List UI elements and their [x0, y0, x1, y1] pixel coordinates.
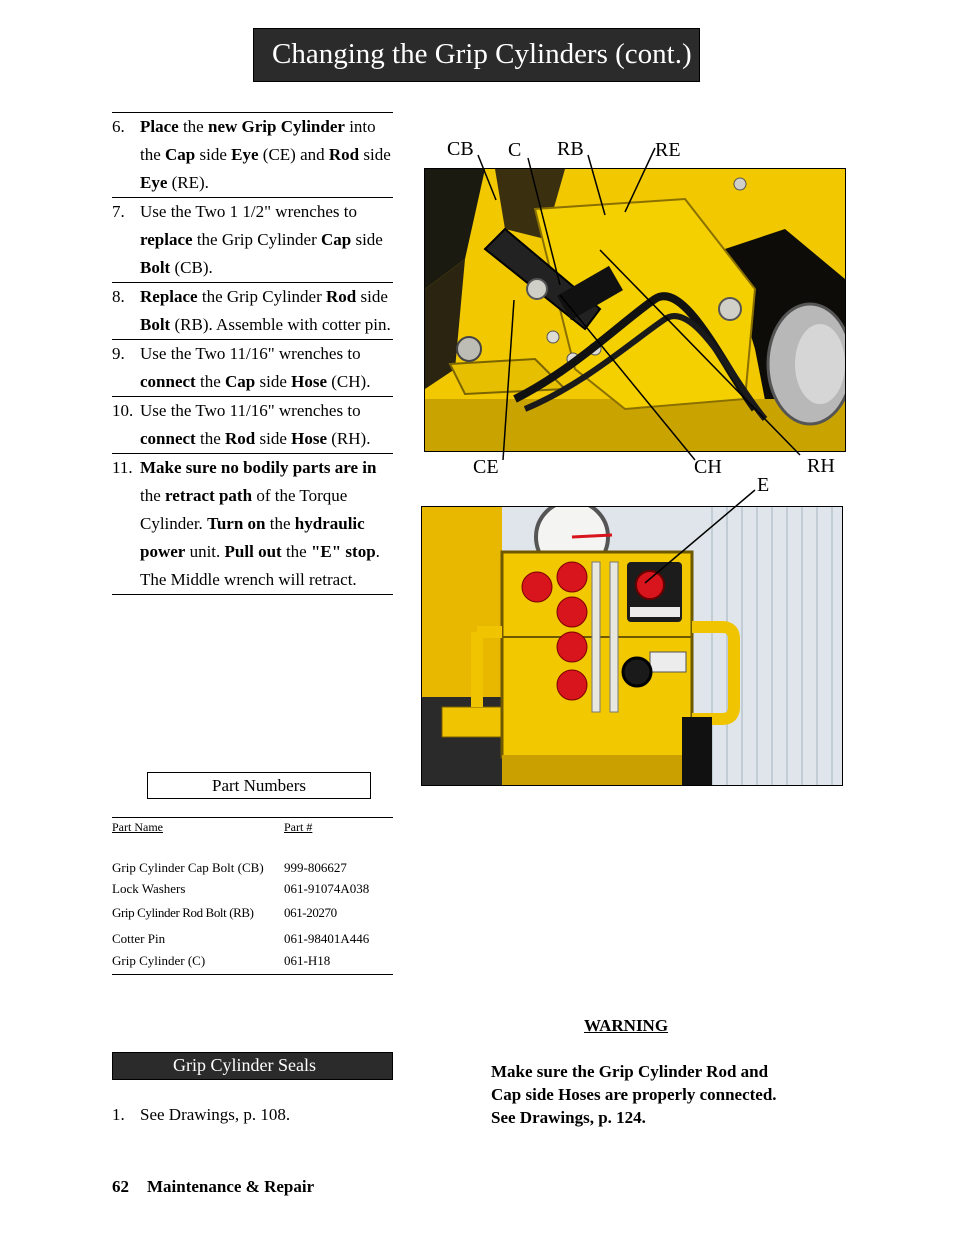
step-text-bold: Eye	[231, 145, 259, 164]
step-text-run: the Grip Cylinder	[197, 287, 327, 306]
part-num: 999-806627	[284, 860, 347, 875]
step-text-bold: Cap	[225, 372, 256, 391]
step-number: 7.	[112, 202, 125, 221]
step-text-run: of the Torque Cylinder.	[140, 486, 348, 533]
step-text-run: (CE) and	[258, 145, 329, 164]
step-text-run: (CH).	[327, 372, 371, 391]
step-text-bold: Cap	[165, 145, 196, 164]
part-name: Grip Cylinder Cap Bolt (CB)	[112, 860, 264, 875]
step-text-run: (CB).	[170, 258, 213, 277]
part-num: 061-20270	[284, 905, 337, 920]
grip-cylinder-photo	[424, 168, 846, 452]
step-text-bold: connect	[140, 429, 196, 448]
step-text-run: . The Middle wrench will retract.	[140, 542, 380, 589]
label-ch: CH	[694, 456, 722, 478]
step-text	[140, 198, 393, 282]
step-text-run: the	[265, 514, 295, 533]
grip-cylinder-illustration	[425, 169, 845, 451]
step-number: 9.	[112, 344, 125, 363]
label-re: RE	[655, 139, 681, 161]
steps-list	[112, 112, 393, 595]
step-number: 10.	[112, 401, 134, 420]
part-num: 061-H18	[284, 953, 331, 968]
step-text	[140, 113, 393, 197]
label-rh: RH	[807, 455, 835, 477]
step-text-run: side	[255, 429, 292, 448]
step-number: 8.	[112, 287, 125, 306]
step-text-bold: Replace	[140, 287, 198, 306]
step-text-run: Use the Two 11/16" wrenches to	[140, 401, 361, 420]
step-item	[112, 198, 393, 283]
step-text-run: side	[195, 145, 232, 164]
label-rb: RB	[557, 138, 584, 160]
step-item	[112, 454, 393, 595]
step-number: 6.	[112, 117, 125, 136]
step-text-run: side	[356, 287, 388, 306]
step-text	[140, 454, 393, 594]
step-text-run: side	[255, 372, 292, 391]
label-ce: CE	[473, 456, 499, 478]
step-text-bold: replace	[140, 230, 193, 249]
step-text-run: the Grip Cylinder	[192, 230, 321, 249]
control-panel-photo	[421, 506, 843, 786]
page-title: Changing the Grip Cylinders (cont.)	[253, 28, 700, 82]
part-name: Cotter Pin	[112, 931, 166, 946]
step-text-bold: Bolt	[140, 315, 171, 334]
control-panel-illustration	[422, 507, 842, 785]
step-text	[140, 283, 393, 339]
col-header-part-name: Part Name	[112, 820, 163, 834]
label-e: E	[757, 474, 770, 496]
step-text-run: the	[195, 429, 225, 448]
step-text-bold: Rod	[225, 429, 256, 448]
step-text-bold: connect	[140, 372, 196, 391]
seals-step	[112, 1105, 290, 1125]
step-text-bold: Rod	[326, 287, 357, 306]
step-text-run: (RB). Assemble with cotter pin.	[170, 315, 391, 334]
warning-title: WARNING	[584, 1016, 669, 1035]
page-number: 62	[112, 1177, 129, 1196]
step-text-bold: Place	[140, 117, 179, 136]
step-text-run: into the	[140, 117, 376, 164]
footer	[112, 1177, 314, 1197]
step-text-run: side	[359, 145, 391, 164]
step-item	[112, 340, 393, 397]
label-cb: CB	[447, 138, 474, 160]
step-number: 11.	[112, 458, 133, 477]
step-text-bold: Hose	[291, 429, 328, 448]
seals-step-text: See Drawings, p. 108.	[140, 1105, 291, 1124]
step-text-run: Use the Two 1 1/2" wrenches to	[140, 202, 357, 221]
col-header-part-num: Part #	[284, 820, 313, 834]
step-text-bold: Pull out	[224, 542, 282, 561]
step-text-bold: Rod	[328, 145, 360, 164]
step-text-bold: Hose	[291, 372, 328, 391]
step-text-bold: Eye	[140, 173, 168, 192]
step-text	[140, 340, 393, 396]
step-text-run: the	[281, 542, 311, 561]
step-text-bold: Cap	[320, 230, 352, 249]
step-text-run: (RH).	[327, 429, 371, 448]
part-num: 061-91074A038	[284, 881, 370, 896]
step-text-bold: hydraulic power	[140, 514, 365, 561]
seals-step-num: 1.	[112, 1105, 125, 1124]
part-name: Grip Cylinder Rod Bolt (RB)	[112, 905, 254, 920]
step-text	[140, 397, 393, 453]
step-text-run: Use the Two 11/16" wrenches to	[140, 344, 361, 363]
part-name: Lock Washers	[112, 881, 186, 896]
footer-section: Maintenance & Repair	[147, 1177, 315, 1196]
step-text-run: (RE).	[167, 173, 209, 192]
part-num: 061-98401A446	[284, 931, 370, 946]
warning-text: Make sure the Grip Cylinder Rod and Cap side Hoses are properly connected. See Drawings, p. 124.	[491, 1062, 777, 1127]
step-text-bold: Turn on	[207, 514, 266, 533]
part-name: Grip Cylinder (C)	[112, 953, 206, 968]
step-item	[112, 397, 393, 454]
step-text-bold: new Grip Cylinder	[207, 117, 345, 136]
step-text-bold: "E" stop	[310, 542, 376, 561]
step-text-run: the	[195, 372, 225, 391]
step-text-run: unit.	[185, 542, 225, 561]
step-text-bold: Bolt	[140, 258, 171, 277]
step-text-run: the	[140, 486, 166, 505]
step-text-bold: Make sure no bodily parts are in	[140, 458, 377, 477]
part-numbers-table	[112, 817, 393, 975]
step-item	[112, 283, 393, 340]
step-text-run: side	[351, 230, 383, 249]
label-c: C	[508, 139, 522, 161]
step-item	[112, 113, 393, 198]
step-text-bold: retract path	[165, 486, 253, 505]
seals-title: Grip Cylinder Seals	[112, 1052, 393, 1080]
part-numbers-title: Part Numbers	[147, 772, 371, 799]
step-text-run: the	[178, 117, 208, 136]
